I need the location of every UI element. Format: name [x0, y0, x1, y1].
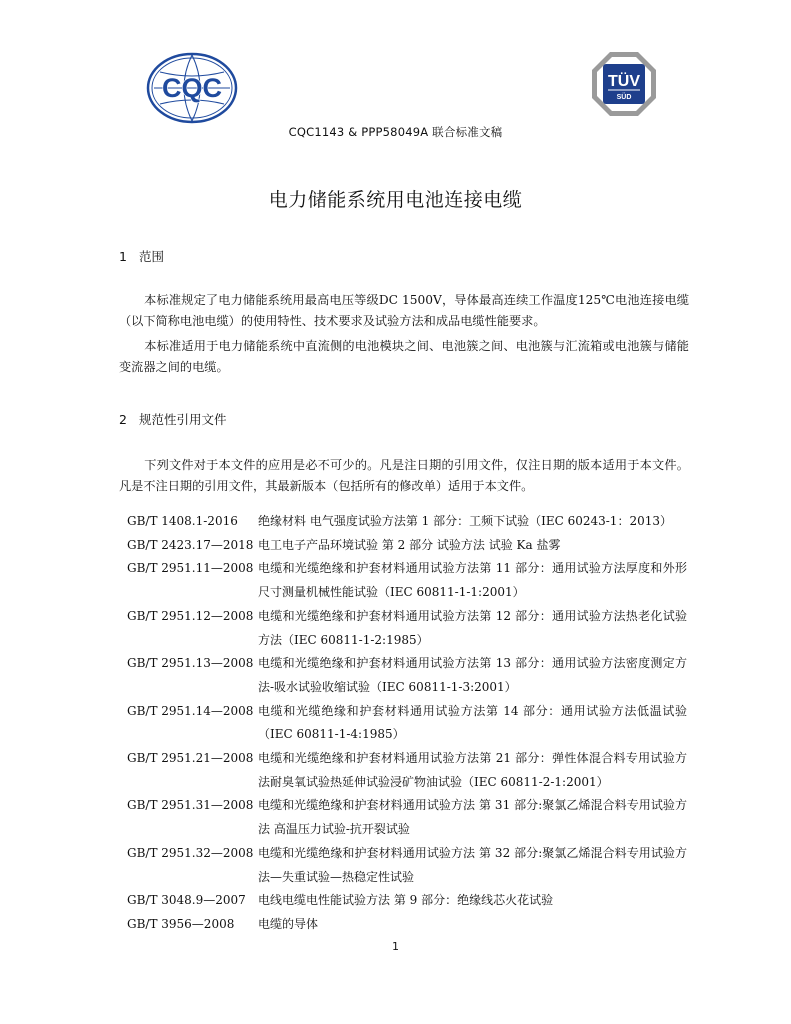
reference-list — [127, 510, 687, 937]
reference-item — [127, 534, 687, 558]
section-number: 2 — [119, 412, 127, 427]
reference-item — [127, 652, 687, 699]
reference-item — [127, 842, 687, 889]
reference-code: GB/T 2951.12—2008 — [127, 608, 254, 623]
reference-title: 电工电子产品环境试验 第 2 部分 试验方法 试验 Ka 盐雾 — [258, 537, 561, 552]
reference-item — [127, 747, 687, 794]
reference-code: GB/T 2951.21—2008 — [127, 751, 254, 766]
reference-title: 电缆和光缆绝缘和护套材料通用试验方法第 11 部分：通用试验方法厚度和外形尺寸测量机械性能试验（IEC 60811-1-1:2001） — [258, 561, 687, 600]
paragraph-text: 本标准规定了电力储能系统用最高电压等级DC 1500V，导体最高连续工作温度125℃电池连接电缆（以下简称电池电缆）的使用特性、技术要求及试验方法和成品电缆性能要求。 — [119, 293, 689, 328]
reference-title: 电缆和光缆绝缘和护套材料通用试验方法第 14 部分：通用试验方法低温试验（IEC 60811-1-4:1985） — [258, 703, 687, 742]
reference-item — [127, 605, 687, 652]
section-number: 1 — [119, 249, 127, 264]
scope-paragraph-1 — [119, 290, 689, 332]
reference-code: GB/T 3048.9—2007 — [127, 893, 246, 908]
reference-title: 电缆和光缆绝缘和护套材料通用试验方法第 12 部分：通用试验方法热老化试验方法（IEC 60811-1-2:1985） — [258, 608, 687, 647]
cqc-logo-graphic — [146, 52, 238, 124]
reference-title: 绝缘材料 电气强度试验方法第 1 部分：工频下试验（IEC 60243-1：2013） — [258, 514, 672, 528]
reference-code: GB/T 2951.13—2008 — [127, 656, 254, 671]
reference-title: 电缆和光缆绝缘和护套材料通用试验方法 第 31 部分:聚氯乙烯混合料专用试验方法 高温压力试验-抗开裂试验 — [258, 798, 687, 837]
sud-logo-text: SÜD — [616, 94, 632, 101]
document-title: 电力储能系统用电池连接电缆 — [268, 189, 523, 211]
reference-item — [127, 889, 687, 913]
tuv-sud-logo-graphic — [592, 52, 656, 116]
tuv-sud-logo — [592, 52, 656, 116]
reference-item — [127, 700, 687, 747]
reference-code: GB/T 3956—2008 — [127, 916, 235, 931]
reference-item — [127, 510, 687, 534]
reference-title: 电缆和光缆绝缘和护套材料通用试验方法第 21 部分：弹性体混合料专用试验方法耐臭氧试验热延伸试验浸矿物油试验（IEC 60811-2-1:2001） — [258, 751, 687, 789]
paragraph-text: 本标准适用于电力储能系统中直流侧的电池模块之间、电池簇之间、电池簇与汇流箱或电池簇与储能变流器之间的电缆。 — [119, 339, 689, 374]
reference-title: 电缆的导体 — [258, 916, 319, 931]
scope-paragraph-2 — [119, 336, 689, 378]
reference-item — [127, 557, 687, 604]
references-intro-paragraph — [119, 455, 689, 497]
reference-code: GB/T 2951.11—2008 — [127, 561, 254, 576]
reference-code: GB/T 2951.14—2008 — [127, 703, 254, 718]
section-title: 规范性引用文件 — [139, 412, 227, 427]
reference-code: GB/T 2423.17—2018 — [127, 537, 254, 552]
cqc-logo — [146, 52, 238, 124]
reference-item — [127, 794, 687, 841]
standard-number-line: CQC1143 & PPP58049A 联合标准文稿 — [288, 125, 503, 139]
section-heading-normative-references — [119, 410, 227, 428]
reference-title: 电缆和光缆绝缘和护套材料通用试验方法第 13 部分：通用试验方法密度测定方法-吸水试验收缩试验（IEC 60811-1-3:2001） — [258, 656, 687, 694]
reference-code: GB/T 2951.31—2008 — [127, 798, 254, 813]
reference-item — [127, 913, 687, 937]
paragraph-text: 下列文件对于本文件的应用是必不可少的。凡是注日期的引用文件，仅注日期的版本适用于本文件。凡是不注日期的引用文件，其最新版本（包括所有的修改单）适用于本文件。 — [119, 458, 689, 493]
section-heading-scope — [119, 247, 164, 265]
reference-title: 电线电缆电性能试验方法 第 9 部分：绝缘线芯火花试验 — [258, 893, 554, 908]
reference-code: GB/T 1408.1-2016 — [127, 514, 238, 528]
tuv-logo-text: TÜV — [608, 73, 640, 90]
reference-title: 电缆和光缆绝缘和护套材料通用试验方法 第 32 部分:聚氯乙烯混合料专用试验方法—失重试验—热稳定性试验 — [258, 845, 687, 884]
cqc-logo-text: CQC — [162, 73, 222, 103]
section-title: 范围 — [139, 249, 165, 264]
reference-code: GB/T 2951.32—2008 — [127, 845, 254, 860]
page-number: 1 — [392, 940, 399, 953]
